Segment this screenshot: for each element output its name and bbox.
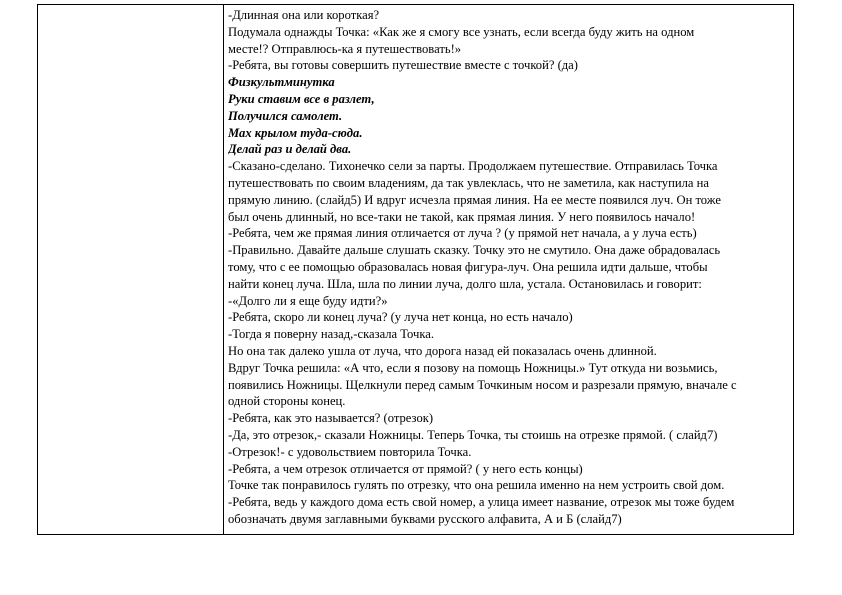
text-line: найти конец луча. Шла, шла по линии луча, долго шла, устала. Остановилась и говорит: [228,276,702,291]
text-line: тому, что с ее помощью образовалась новая фигура-луч. Она решила идти дальше, чтобы [228,259,708,274]
text-line: -Отрезок!- с удовольствием повторила Точка. [228,444,472,459]
text-line: месте!? Отправлюсь-ка я путешествовать!» [228,41,462,56]
poem-line: Мах крылом туда-сюда. [228,125,363,140]
text-line: -«Долго ли я еще буду идти?» [228,293,388,308]
text-line: -Ребята, а чем отрезок отличается от прямой? ( у него есть концы) [228,461,583,476]
text-line: -Ребята, вы готовы совершить путешествие вместе с точкой? (да) [228,58,578,73]
poem-line: Руки ставим все в разлет, [228,91,375,106]
poem-line: Получился самолет. [228,108,343,123]
text-line: -Ребята, как это называется? (отрезок) [228,411,434,426]
text-line: прямую линию. (слайд5) И вдруг исчезла прямая линия. На ее месте появился луч. Он тоже [228,192,721,207]
text-line: появились Ножницы. Щелкнули перед самым Точкиным носом и разрезали прямую, вначале с [228,377,737,392]
text-line: -Длинная она или короткая? [228,8,380,22]
text-line: -Ребята, скоро ли конец луча? (у луча нет конца, но есть начало) [228,310,573,325]
text-line: -Ребята, чем же прямая линия отличается от луча ? (у прямой нет начала, а у луча есть) [228,226,697,241]
text-line: одной стороны конец. [228,394,346,409]
text-line: был очень длинный, но все-таки не такой, как прямая линия. У него появилось начало! [228,209,696,224]
text-line: Точке так понравилось гулять по отрезку, что она решила именно на нем устроить свой дом. [228,478,725,493]
text-line: Подумала однажды Точка: «Как же я смогу все узнать, если всегда буду жить на одном [228,24,695,39]
text-line: путешествовать по своим владениям, да так увлеклась, что не заметила, как наступила на [228,175,709,190]
text-line: -Да, это отрезок,- сказали Ножницы. Теперь Точка, ты стоишь на отрезке прямой. ( слайд7) [228,427,718,442]
text-line: -Ребята, ведь у каждого дома есть свой номер, а улица имеет название, отрезок мы тоже будем [228,495,735,510]
column-divider [223,5,224,534]
lesson-table [37,4,794,535]
table-left-cell [38,5,223,534]
text-line: Но она так далеко ушла от луча, что дорога назад ей показалась очень длинной. [228,343,657,358]
text-line: -Правильно. Давайте дальше слушать сказку. Точку это не смутило. Она даже обрадовалась [228,243,721,258]
poem-line: Делай раз и делай два. [228,142,352,157]
text-line: Вдруг Точка решила: «А что, если я позову на помощь Ножницы.» Тут откуда ни возьмись, [228,360,718,375]
text-line: -Сказано-сделано. Тихонечко сели за парты. Продолжаем путешествие. Отправилась Точка [228,159,718,174]
table-right-cell [228,7,789,534]
text-line: -Тогда я поверну назад,-сказала Точка. [228,327,435,342]
text-line: обозначать двумя заглавными буквами русского алфавита, А и Б (слайд7) [228,511,622,526]
section-heading: Физкультминутка [228,75,335,90]
